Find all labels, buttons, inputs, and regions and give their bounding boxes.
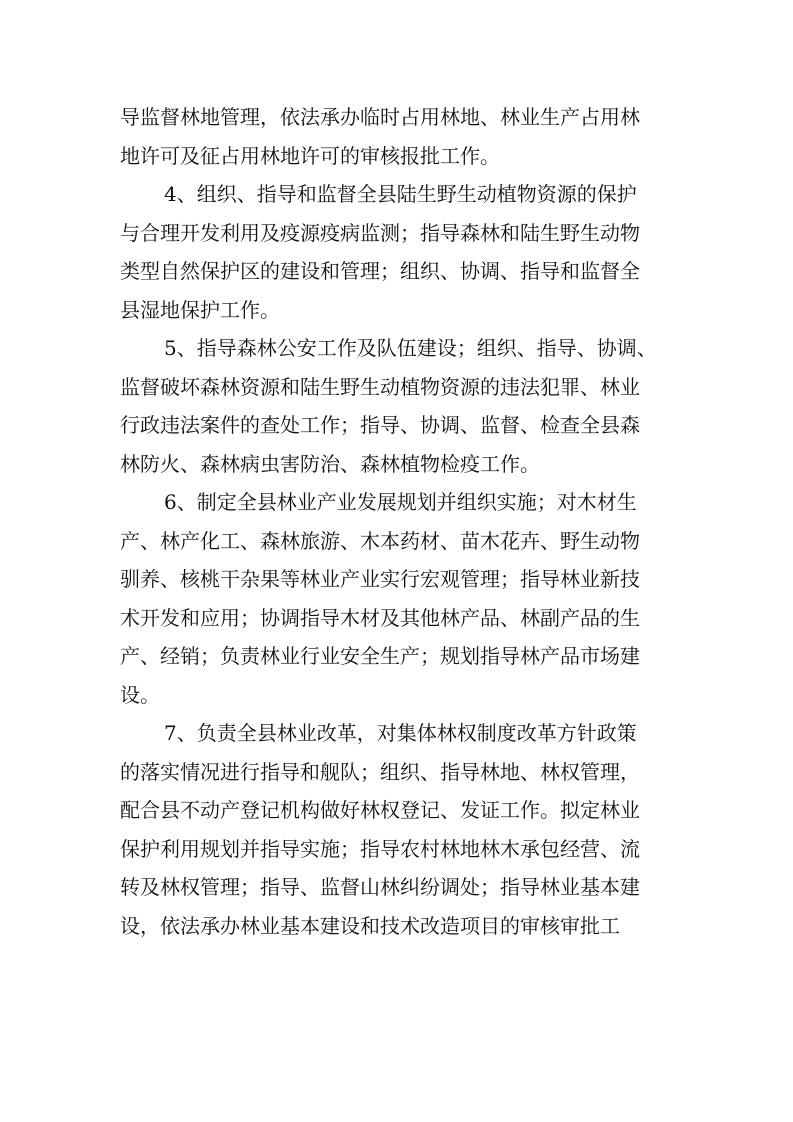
- text-line: 导监督林地管理，依法承办临时占用林地、林业生产占用林: [120, 105, 640, 129]
- text-line: 行政违法案件的查处工作；指导、协调、监督、检查全县森: [120, 413, 640, 437]
- paragraph-item-7: [120, 714, 680, 945]
- paragraph-item-6: [120, 483, 680, 714]
- text-line: 设。: [120, 682, 160, 707]
- paragraph-item-4: [120, 175, 680, 329]
- text-line: 地许可及征占用林地许可的审核报批工作。: [120, 143, 500, 168]
- text-line: 6、制定全县林业产业发展规划并组织实施；对木材生: [164, 490, 637, 514]
- text-line: 驯养、核桃干杂果等林业产业实行宏观管理；指导林业新技: [120, 567, 640, 591]
- text-line: 4、组织、指导和监督全县陆生野生动植物资源的保护: [164, 182, 637, 206]
- text-line: 县湿地保护工作。: [120, 297, 280, 322]
- paragraph-continuation: [120, 98, 680, 175]
- paragraph-item-5: [120, 329, 680, 483]
- text-line: 设，依法承办林业基本建设和技术改造项目的审核审批工: [120, 913, 620, 938]
- text-line: 转及林权管理；指导、监督山林纠纷调处；指导林业基本建: [120, 875, 640, 899]
- text-line: 5、指导森林公安工作及队伍建设；组织、指导、协调、: [164, 336, 657, 360]
- document-page: [120, 98, 680, 945]
- text-line: 配合县不动产登记机构做好林权登记、发证工作。拟定林业: [120, 798, 640, 822]
- text-line: 类型自然保护区的建设和管理；组织、协调、指导和监督全: [120, 259, 640, 283]
- text-line: 的落实情况进行指导和舰队；组织、指导林地、林权管理，: [120, 759, 640, 784]
- text-line: 林防火、森林病虫害防治、森林植物检疫工作。: [120, 451, 540, 476]
- text-line: 产、经销；负责林业行业安全生产；规划指导林产品市场建: [120, 644, 640, 668]
- text-line: 监督破坏森林资源和陆生野生动植物资源的违法犯罪、林业: [120, 374, 640, 399]
- text-line: 7、负责全县林业改革，对集体林权制度改革方针政策: [164, 721, 637, 745]
- text-line: 与合理开发利用及疫源疫病监测；指导森林和陆生野生动物: [120, 220, 640, 245]
- text-line: 产、林产化工、森林旅游、木本药材、苗木花卉、野生动物: [120, 528, 640, 553]
- text-line: 保护利用规划并指导实施；指导农村林地林木承包经营、流: [120, 836, 640, 861]
- text-line: 术开发和应用；协调指导木材及其他林产品、林副产品的生: [120, 605, 640, 630]
